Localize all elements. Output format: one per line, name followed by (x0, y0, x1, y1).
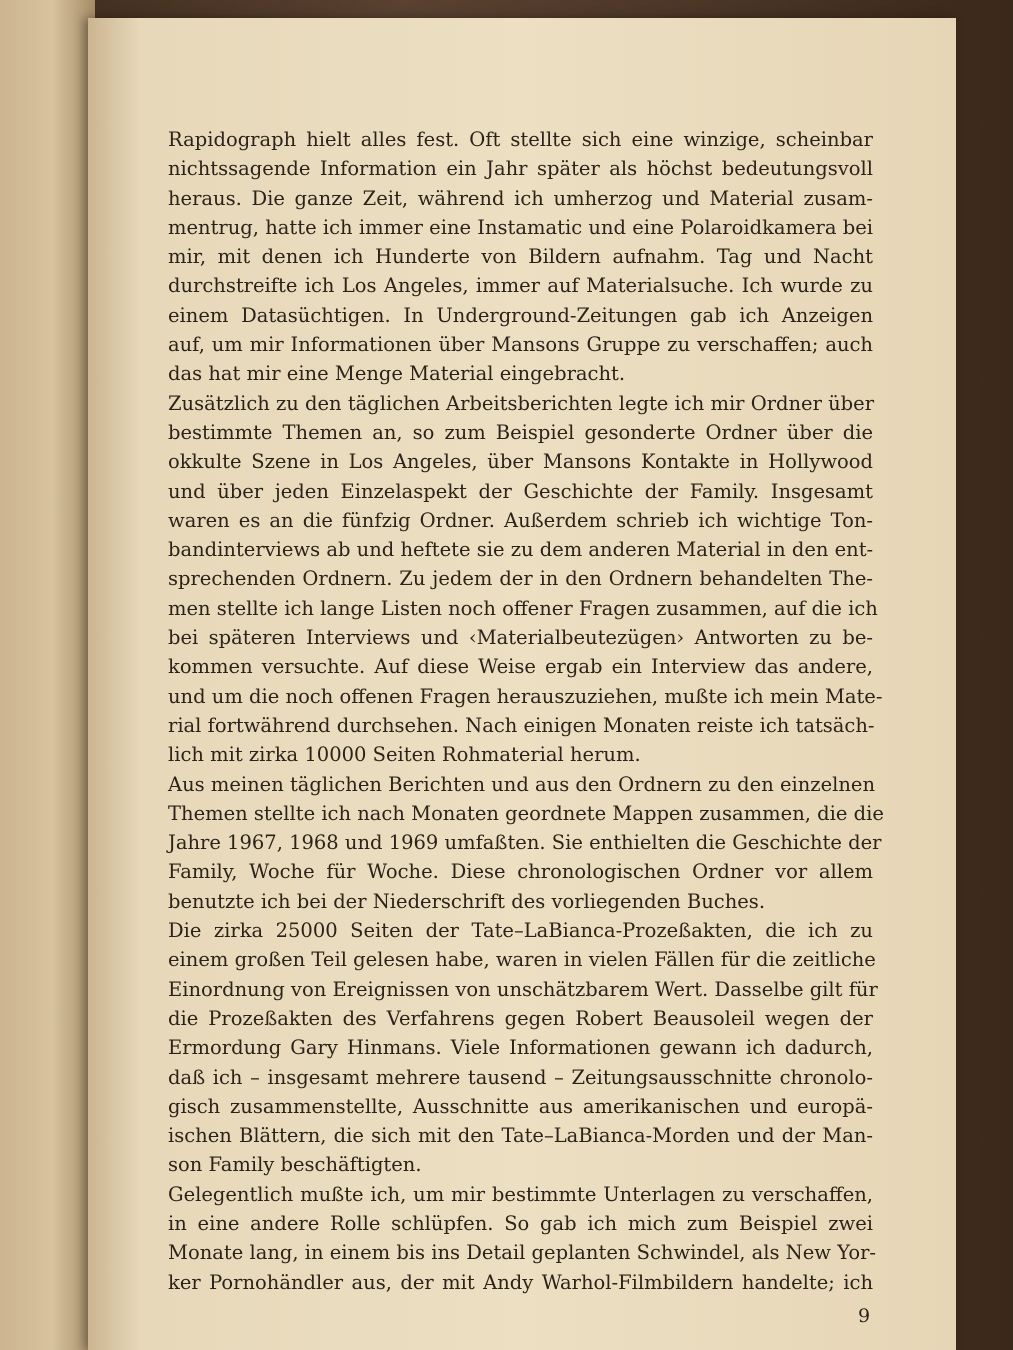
text-line: sprechenden Ordnern. Zu jedem der in den Ordnern behandelten The- (168, 567, 873, 591)
text-line: nichtssagende Information ein Jahr später als höchst bedeutungsvoll (168, 157, 873, 181)
text-line: Die zirka 25000 Seiten der Tate–LaBianca-Prozeßakten, die ich zu (168, 919, 873, 943)
text-line: bandinterviews ab und heftete sie zu dem anderen Material in den ent- (168, 538, 874, 562)
text-line: ischen Blättern, die sich mit den Tate–LaBianca-Morden und der Man- (168, 1124, 873, 1148)
text-line: lich mit zirka 10000 Seiten Rohmaterial herum. (168, 743, 641, 767)
text-line: kommen versuchte. Auf diese Weise ergab ein Interview das andere, (168, 655, 873, 679)
text-line: das hat mir eine Menge Material eingebracht. (168, 362, 626, 386)
text-line: Ermordung Gary Hinmans. Viele Informationen gewann ich dadurch, (168, 1036, 873, 1060)
text-line: Rapidograph hielt alles fest. Oft stellte sich eine winzige, scheinbar (168, 128, 873, 151)
text-line: Themen stellte ich nach Monaten geordnete Mappen zusammen, die die (168, 801, 884, 825)
page-number: 9 (858, 1305, 871, 1327)
text-line: ker Pornohändler aus, der mit Andy Warhol-Filmbildern handelte; ich (168, 1270, 873, 1294)
text-line: Gelegentlich mußte ich, um mir bestimmte Unterlagen zu verschaffen, (168, 1182, 873, 1206)
text-line: und um die noch offenen Fragen herauszuziehen, mußte ich mein Mate- (168, 684, 883, 708)
text-line: mentrug, hatte ich immer eine Instamatic und eine Polaroidkamera bei (168, 215, 873, 239)
text-line: men stellte ich lange Listen noch offener Fragen zusammen, auf die ich (168, 596, 878, 620)
text-line: in eine andere Rolle schlüpfen. So gab ich mich zum Beispiel zwei (168, 1211, 873, 1235)
text-line: son Family beschäftigten. (168, 1153, 422, 1177)
text-line: heraus. Die ganze Zeit, während ich umherzog und Material zusam- (168, 186, 873, 210)
text-line: die Prozeßakten des Verfahrens gegen Robert Beausoleil wegen der (168, 1006, 873, 1030)
text-line: benutzte ich bei der Niederschrift des vorliegenden Buches. (168, 889, 766, 913)
text-line: Family, Woche für Woche. Diese chronologischen Ordner vor allem (168, 860, 873, 884)
text-line: und über jeden Einzelaspekt der Geschichte der Family. Insgesamt (168, 479, 873, 503)
text-line: rial fortwährend durchsehen. Nach einigen Monaten reiste ich tatsäch- (168, 713, 875, 737)
text-line: Monate lang, in einem bis ins Detail geplanten Schwindel, als New Yor- (168, 1241, 876, 1265)
text-line: Aus meinen täglichen Berichten und aus den Ordnern zu den einzelnen (168, 772, 875, 796)
text-line: einem Datasüchtigen. In Underground-Zeitungen gab ich Anzeigen (168, 303, 873, 327)
text-line: Zusätzlich zu den täglichen Arbeitsberichten legte ich mir Ordner über (168, 391, 875, 415)
body-text (168, 125, 884, 1297)
text-line: durchstreifte ich Los Angeles, immer auf Materialsuche. Ich wurde zu (168, 274, 873, 298)
text-line: auf, um mir Informationen über Mansons Gruppe zu verschaffen; auch (168, 333, 873, 357)
text-line: daß ich – insgesamt mehrere tausend – Zeitungsausschnitte chronolo- (168, 1065, 873, 1089)
text-line: bestimmte Themen an, so zum Beispiel gesonderte Ordner über die (168, 420, 873, 444)
text-line: Einordnung von Ereignissen von unschätzbarem Wert. Dasselbe gilt für (168, 977, 878, 1001)
text-line: bei späteren Interviews und ‹Materialbeutezügen› Antworten zu be- (168, 626, 873, 650)
text-line: waren es an die fünfzig Ordner. Außerdem schrieb ich wichtige Ton- (168, 508, 873, 532)
text-line: einem großen Teil gelesen habe, waren in vielen Fällen für die zeitliche (168, 948, 876, 972)
text-line: okkulte Szene in Los Angeles, über Mansons Kontakte in Hollywood (168, 450, 873, 474)
facing-page-edge (0, 0, 95, 1350)
text-line: gisch zusammenstellte, Ausschnitte aus amerikanischen und europä- (168, 1094, 873, 1118)
text-line: Jahre 1967, 1968 und 1969 umfaßten. Sie enthielten die Geschichte der (168, 831, 882, 855)
text-line: mir, mit denen ich Hunderte von Bildern aufnahm. Tag und Nacht (168, 245, 873, 269)
